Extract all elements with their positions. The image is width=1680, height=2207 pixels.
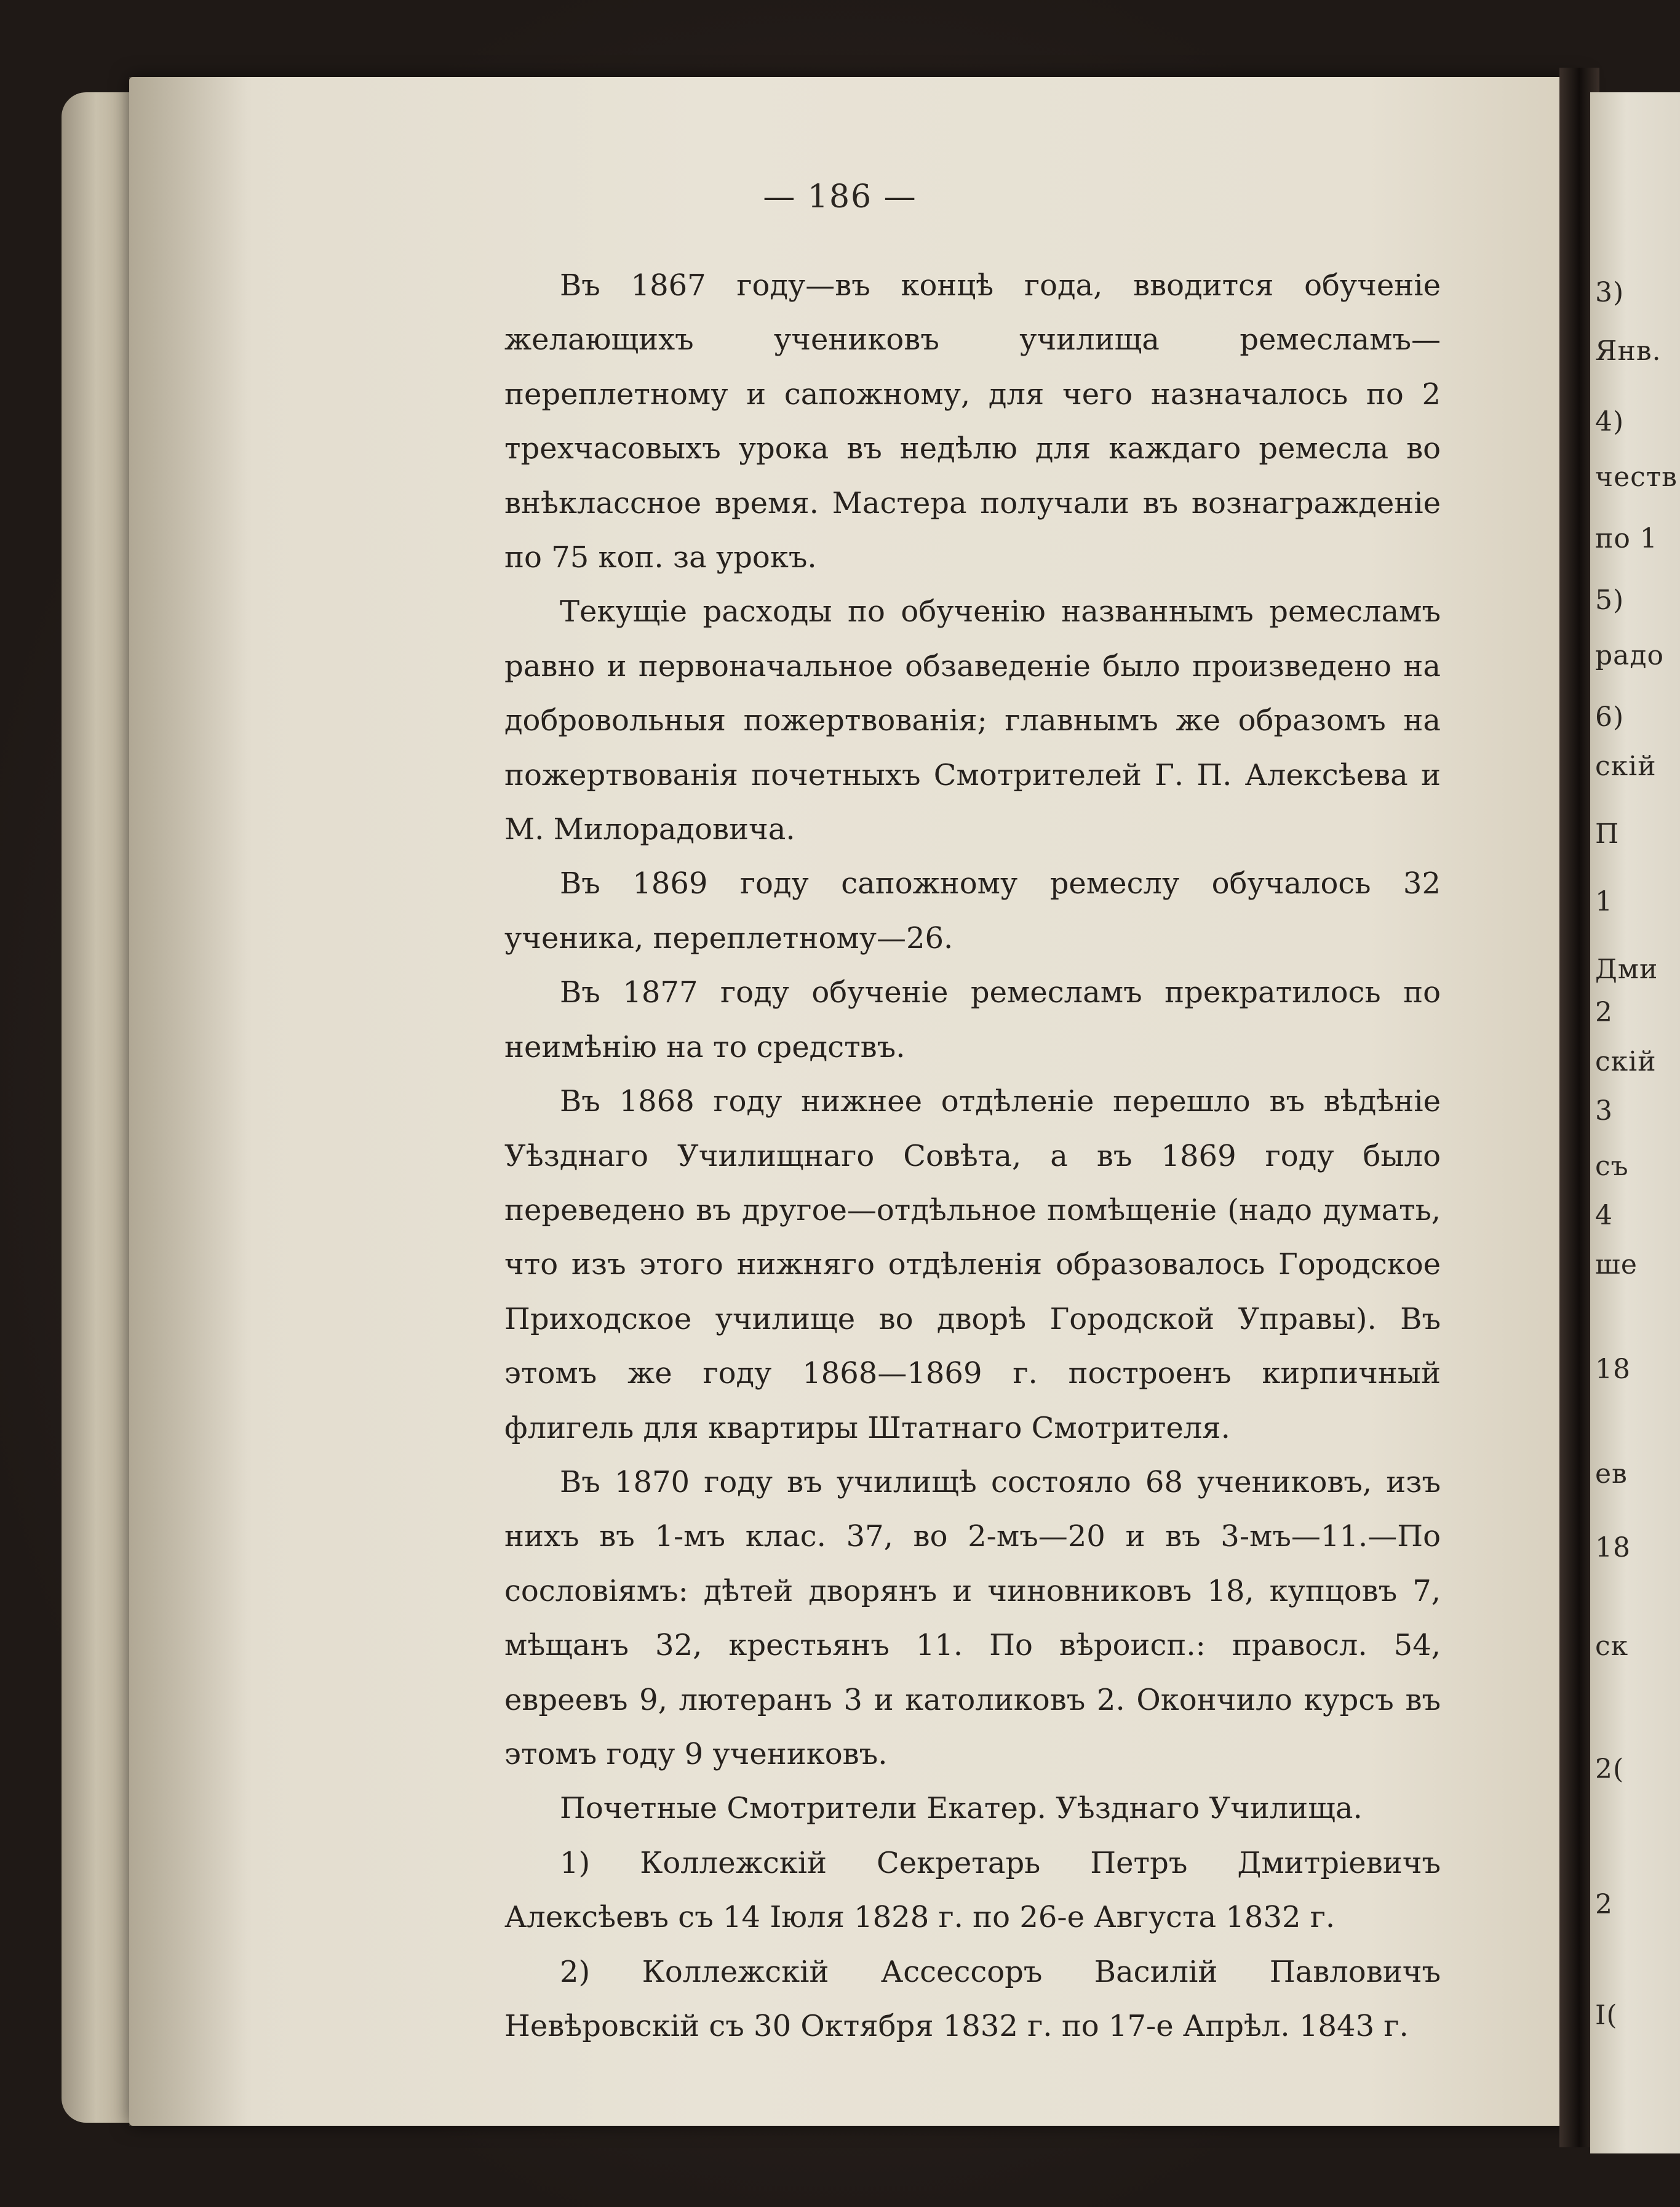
section-heading: Почетные Смотрители Екатер. Уѣзднаго Училища.	[560, 1791, 1363, 1826]
next-page-line: 6)	[1595, 701, 1625, 733]
next-page-line: ев	[1595, 1458, 1628, 1490]
list-item: 1) Коллежскій Секретарь Петръ Дмитріевичъ Алексѣевъ съ 14 Іюля 1828 г. по 26-е Августа 1832 г.	[504, 1845, 1441, 1935]
next-page-line: 3)	[1595, 277, 1625, 308]
next-page-line: съ	[1595, 1151, 1629, 1182]
next-page-line: 1	[1595, 886, 1613, 917]
next-page-line: П	[1595, 818, 1620, 850]
next-page-line: I(	[1595, 2000, 1618, 2031]
next-page-line: ск	[1595, 1630, 1629, 1662]
paragraph: Въ 1868 году нижнее отдѣленіе перешло въ вѣдѣніе Уѣзднаго Училищнаго Совѣта, а въ 1869 году было переведено въ другое—отдѣльное помѣщеніе (надо думать, что изъ этого нижняго отдѣленія образовалось Городское Приходское училище во дворѣ Городской Управы). Въ этомъ же году 1868—1869 г. построенъ кирпичный флигель для квартиры Штатнаго Смотрителя.	[504, 1084, 1441, 1445]
paragraph: Въ 1870 году въ училищѣ состояло 68 учениковъ, изъ нихъ въ 1-мъ клас. 37, во 2-мъ—20 и въ 3-мъ—11.—По сословіямъ: дѣтей дворянъ и чиновниковъ 18, купцовъ 7, мѣщанъ 32, крестьянъ 11. По вѣроисп.: правосл. 54, евреевъ 9, лютеранъ 3 и католиковъ 2. Окончило курсъ въ этомъ году 9 учениковъ.	[504, 1464, 1441, 1771]
page-body-text	[504, 258, 1441, 2053]
next-page-line: радо	[1595, 640, 1664, 671]
next-page-fragment	[1590, 92, 1680, 2153]
list-item: 2) Коллежскій Ассессоръ Василій Павловичъ Невѣровскій съ 30 Октября 1832 г. по 17-е Апрѣл. 1843 г.	[504, 1954, 1441, 2043]
next-page-line: 18	[1595, 1354, 1631, 1385]
next-page-line: по 1	[1595, 523, 1658, 554]
next-page-line: 2(	[1595, 1754, 1625, 1785]
next-page-line: 18	[1595, 1532, 1631, 1563]
next-page-line: честв	[1595, 461, 1678, 493]
next-page-line: 5)	[1595, 585, 1625, 616]
next-page-line: 4)	[1595, 406, 1625, 437]
next-page-line: скій	[1595, 1046, 1657, 1077]
next-page-line: ше	[1595, 1249, 1638, 1280]
next-page-line: Дми	[1595, 954, 1658, 985]
paragraph: Въ 1867 году—въ концѣ года, вводится обученіе желающихъ учениковъ училища ремесламъ—переплетному и сапожному, для чего назначалось по 2 трехчасовыхъ урока въ недѣлю для каждаго ремесла во внѣклассное время. Мастера получали въ вознагражденіе по 75 коп. за урокъ.	[504, 268, 1441, 575]
next-page-line: Янв.	[1595, 335, 1662, 367]
next-page-line: 2	[1595, 997, 1613, 1028]
paragraph: Въ 1877 году обученіе ремесламъ прекратилось по неимѣнію на то средствъ.	[504, 975, 1441, 1064]
next-page-line: скій	[1595, 751, 1657, 782]
paragraph: Текущіе расходы по обученію названнымъ ремесламъ равно и первоначальное обзаведеніе было произведено на добровольныя пожертвованія; главнымъ же образомъ на пожертвованія почетныхъ Смотрителей Г. П. Алексѣева и М. Милорадовича.	[504, 594, 1441, 847]
paragraph: Въ 1869 году сапожному ремеслу обучалось 32 ученика, переплетному—26.	[504, 866, 1441, 956]
next-page-line: 3	[1595, 1095, 1613, 1127]
next-page-line: 2	[1595, 1889, 1613, 1920]
next-page-line: 4	[1595, 1200, 1613, 1231]
page-number: — 186 —	[763, 178, 917, 215]
